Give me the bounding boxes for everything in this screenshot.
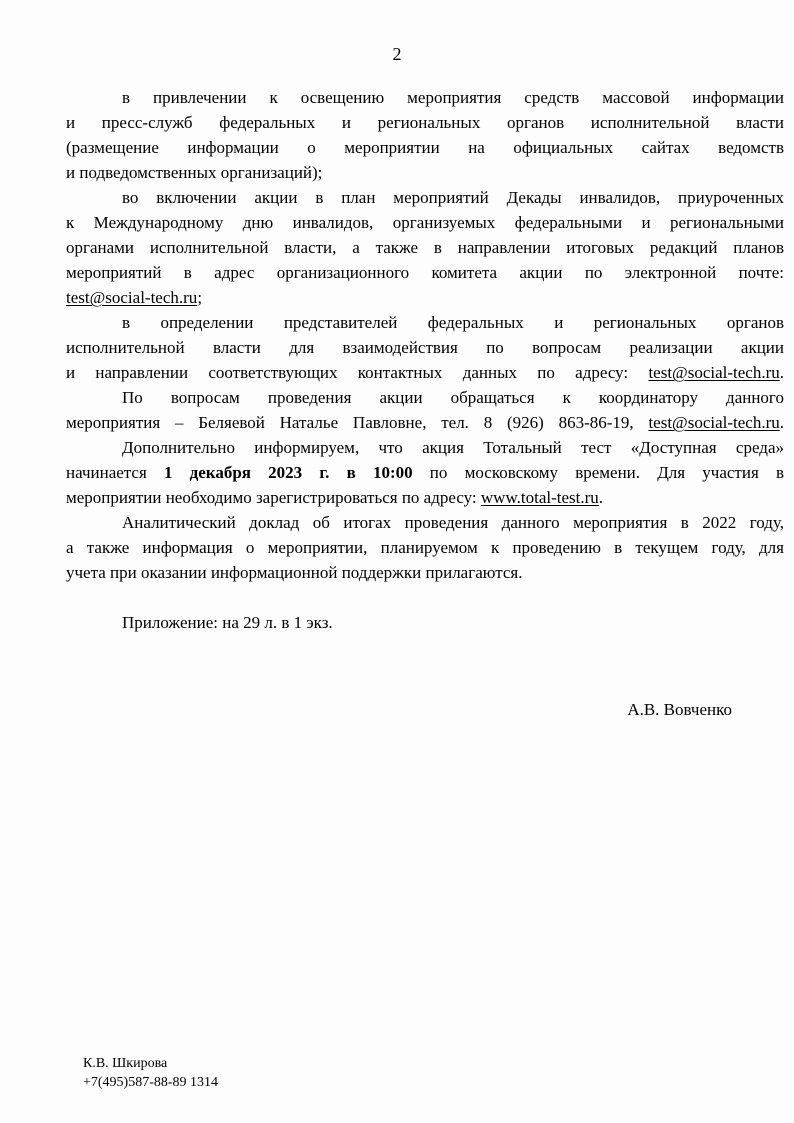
registration-link[interactable]: www.total-test.ru	[480, 488, 599, 507]
text-line	[66, 485, 784, 510]
text-line	[66, 460, 784, 485]
text-segment: (размещение информации о мероприятии на официальных сайтах ведомств	[66, 138, 784, 157]
text-line	[66, 160, 784, 185]
text-segment: По вопросам проведения акции обращаться к координатору данного	[122, 388, 784, 407]
signature-name: А.В. Вовченко	[627, 700, 732, 719]
text-segment: Дополнительно информируем, что акция Тотальный тест «Доступная среда»	[122, 438, 784, 457]
text-line	[66, 185, 784, 210]
text-segment: учета при оказании информационной поддержки прилагаются.	[66, 563, 523, 582]
text-line	[66, 235, 784, 260]
text-segment: мероприятии необходимо зарегистрироваться по адресу:	[66, 488, 481, 507]
text-line	[66, 335, 784, 360]
text-line	[66, 210, 784, 235]
text-segment: начинается	[66, 463, 164, 482]
text-line	[66, 385, 784, 410]
executor-phone: +7(495)587-88-89 1314	[83, 1075, 219, 1090]
email-link[interactable]: test@social-tech.ru	[648, 413, 780, 432]
text-segment: .	[779, 413, 784, 432]
paragraphs-container	[66, 85, 784, 585]
text-line	[66, 510, 784, 535]
text-line	[66, 285, 784, 310]
text-segment: и направлении соответствующих контактных данных по адресу:	[66, 363, 649, 382]
text-segment: а также информация о мероприятии, планируемом к проведению в текущем году, для	[66, 538, 784, 557]
text-line	[66, 110, 784, 135]
text-segment: Аналитический доклад об итогах проведения данного мероприятия в 2022 году,	[122, 513, 784, 532]
email-link[interactable]: test@social-tech.ru	[648, 363, 780, 382]
text-segment: .	[598, 488, 604, 507]
event-datetime: 1 декабря 2023 г. в 10:00	[163, 463, 413, 482]
text-line	[66, 560, 784, 585]
text-line	[66, 535, 784, 560]
executor-block	[83, 1054, 218, 1092]
text-segment: в определении представителей федеральных и региональных органов	[122, 313, 784, 332]
text-segment: ;	[197, 288, 203, 307]
text-segment: мероприятия – Беляевой Наталье Павловне, тел. 8 (926) 863-86-19,	[66, 413, 649, 432]
text-line	[66, 260, 784, 285]
text-segment: в привлечении к освещению мероприятия средств массовой информации	[122, 88, 784, 107]
text-line	[66, 435, 784, 460]
text-line	[66, 85, 784, 110]
text-segment: органами исполнительной власти, а также в направлении итоговых редакций планов	[66, 238, 784, 257]
page-number: 2	[392, 44, 402, 64]
text-segment: и подведомственных организаций);	[66, 163, 323, 182]
text-segment: и пресс-служб федеральных и региональных органов исполнительной власти	[66, 113, 784, 132]
text-line	[66, 310, 784, 335]
text-line	[66, 410, 784, 435]
email-link[interactable]: test@social-tech.ru	[66, 288, 198, 307]
text-segment: мероприятий в адрес организационного комитета акции по электронной почте:	[66, 263, 784, 282]
text-segment: по московскому времени. Для участия в	[412, 463, 784, 482]
text-segment: .	[779, 363, 784, 382]
text-segment: к Международному дню инвалидов, организуемых федеральными и региональными	[66, 213, 784, 232]
text-line	[66, 135, 784, 160]
text-line	[66, 360, 784, 385]
text-segment: исполнительной власти для взаимодействия по вопросам реализации акции	[66, 338, 784, 357]
document-body	[66, 85, 784, 722]
text-segment: во включении акции в план мероприятий Декады инвалидов, приуроченных	[122, 188, 784, 207]
attachment-note: Приложение: на 29 л. в 1 экз.	[122, 613, 333, 632]
executor-name: К.В. Шкирова	[83, 1056, 168, 1071]
